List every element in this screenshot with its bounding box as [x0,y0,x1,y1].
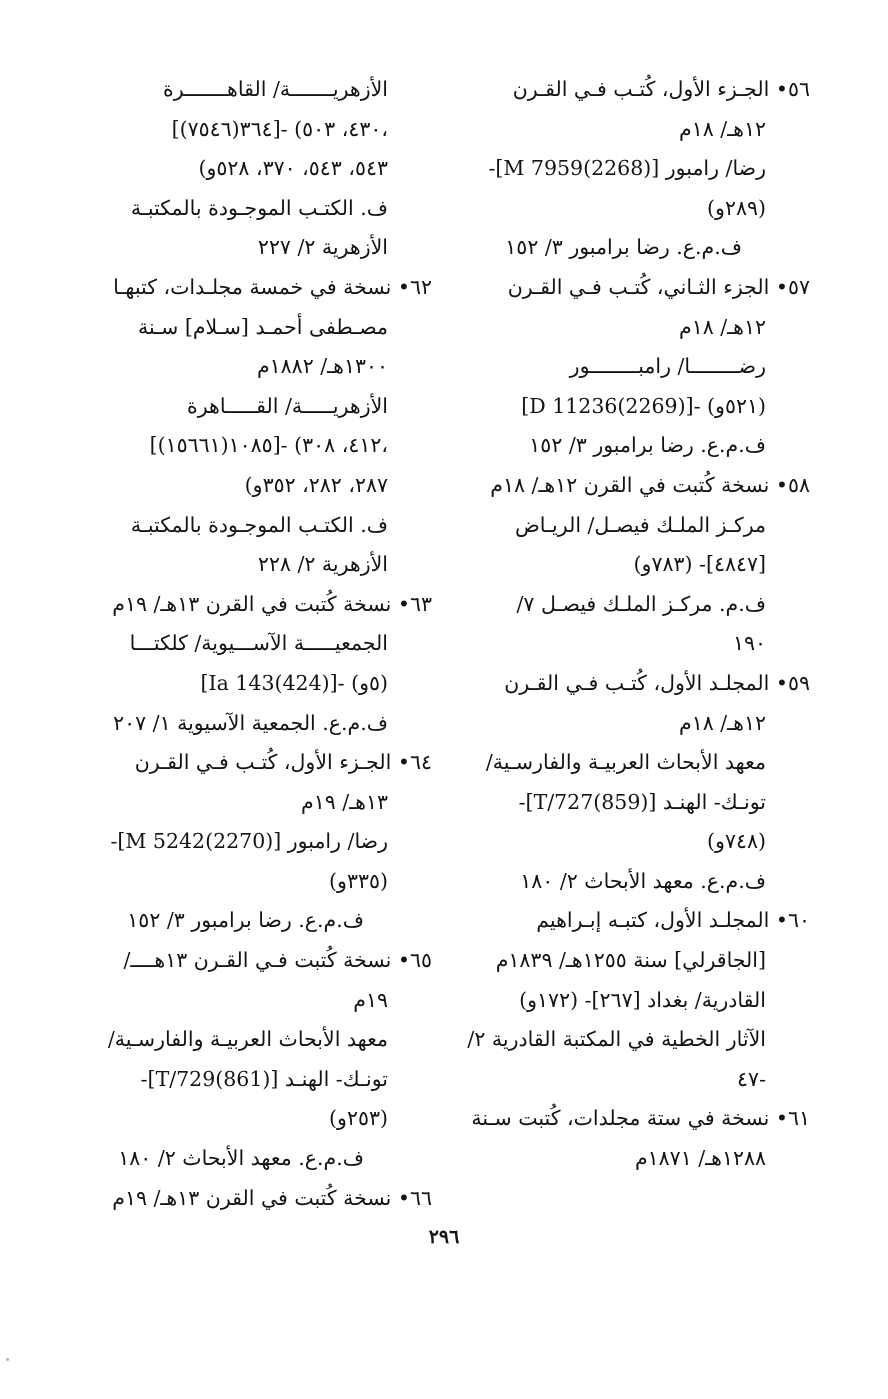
text-line: (٧٤٨و) [707,829,766,854]
text-line: [D 11236(2269)]- (٥٢١و) [521,393,766,418]
text-line: ١٢هـ/ ١٨م [678,116,766,141]
text-line: ١٢هـ/ ١٨م [678,314,766,339]
text-line: رضا/ رامبور [M 7959(2268)]- [488,156,766,181]
text-line: ف.م. مركـز الملـك فيصـل ٧/ [516,591,766,616]
text-line: تونـك- الهنـد [T/727(859)]- [518,789,766,814]
text-line: [٣٦٤(٧٥٤٦)]- (٤٣٠، ٥٠٣، [171,116,388,141]
text-line: ١٢هـ/ ١٨م [678,710,766,735]
text-line: ف.م.ع. معهد الأبحاث ٢/ ١٨٠ [520,868,766,893]
scan-speck [6,1358,9,1361]
text-line: معهد الأبحاث العربيـة والفارسـية/ [107,1027,388,1052]
text-line: ١٣٠٠هـ/ ١٨٨٢م [256,354,388,379]
text-line: ٦١• نسخة في ستة مجلدات، كُتبت سـنة [471,1106,810,1131]
text-line: [الجاقرلي] سنة ١٢٥٥هـ/ ١٨٣٩م [495,948,766,973]
text-line: تونـك- الهنـد [T/729(861)]- [140,1066,388,1091]
text-line: (٣٣٥و) [329,868,388,893]
text-line: رضــــــــا/ رامبــــــــور [569,354,766,379]
text-line: الأزهريـــــة/ القـــــاهرة [186,393,388,418]
text-line: ف.م.ع. رضا برامبور ٣/ ١٥٢ [127,908,364,933]
text-line: القادرية/ بغداد [٢٦٧]- (١٧٢و) [519,987,766,1012]
text-line: ٤٧- [737,1066,766,1091]
text-line: ٦٦• نسخة كُتبت في القرن ١٣هـ/ ١٩م [112,1185,432,1210]
text-line: ٢٨٧، ٢٨٢، ٣٥٢و) [244,472,388,497]
text-line: مركـز الملـك فيصـل/ الريـاض [515,512,766,537]
text-line: ف.م.ع. الجمعية الآسيوية ١/ ٢٠٧ [113,710,388,735]
text-line: الأزهريـــــــة/ القاهـــــــرة [162,77,388,101]
text-line: ١٣هـ/ ١٩م [300,789,388,814]
text-line: ف. الكتـب الموجـودة بالمكتبـة [130,195,388,220]
text-line: ٦٥• نسخة كُتبت فـي القـرن ١٣هــــ/ [123,948,432,973]
text-line: ف. الكتـب الموجـودة بالمكتبـة [130,512,388,537]
text-line: ف.م.ع. رضا برامبور ٣/ ١٥٢ [529,433,766,458]
text-line: ٥٩• المجلـد الأول، كُتـب فـي القـرن [504,670,810,695]
text-line: معهد الأبحاث العربيـة والفارسـية/ [485,750,766,775]
text-line: [١٠٨٥(١٥٦٦١)]- (٤١٢، ٣٠٨، [149,433,388,458]
right-text-column [454,70,810,1179]
text-line: ١٩م [353,987,388,1012]
page-number: ٢٩٦ [428,1226,460,1248]
text-line: [Ia 143(424)]- (٥و) [200,670,388,695]
text-line: (٢٥٣و) [329,1106,388,1131]
text-line: ف.م.ع. رضا برامبور ٣/ ١٥٢ [505,235,742,260]
text-line: الآثار الخطية في المكتبة القادرية ٢/ [467,1027,766,1052]
text-line: ٥٨• نسخة كُتبت في القرن ١٢هـ/ ١٨م [490,472,810,497]
text-line: ٦٤• الجـزء الأول، كُتـب فـي القـرن [134,750,432,775]
text-line: ١٩٠ [732,631,766,656]
text-line: (٢٨٩و) [707,195,766,220]
left-text-column [72,70,432,1218]
text-line: الأزهرية ٢/ ٢٢٧ [257,235,388,260]
text-line: ١٢٨٨هـ/ ١٨٧١م [634,1146,766,1171]
text-line: ٥٤٣، ٥٤٣، ٣٧٠، ٥٢٨و) [198,156,388,181]
text-line: ٦٣• نسخة كُتبت في القرن ١٣هـ/ ١٩م [112,591,432,616]
text-line: ٦٢• نسخة في خمسة مجلـدات، كتبهـا [113,274,432,299]
text-line: مصـطفى أحمـد [سـلام] سـنة [137,314,388,339]
text-line: الجمعيـــــة الآســـيوية/ كلكتـــا [129,631,388,656]
text-line: ٦٠• المجلـد الأول، كتبـه إبـراهيم [536,908,810,933]
text-line: رضا/ رامبور [M 5242(2270)]- [110,829,388,854]
text-line: ف.م.ع. معهد الأبحاث ٢/ ١٨٠ [118,1146,364,1171]
text-line: ٥٧• الجزء الثـاني، كُتـب فـي القـرن [507,274,810,299]
text-line: [٤٨٤٧]- (٧٨٣و) [633,552,766,577]
text-line: ٥٦• الجـزء الأول، كُتـب فـي القـرن [512,77,810,101]
text-line: الأزهرية ٢/ ٢٢٨ [257,552,388,577]
